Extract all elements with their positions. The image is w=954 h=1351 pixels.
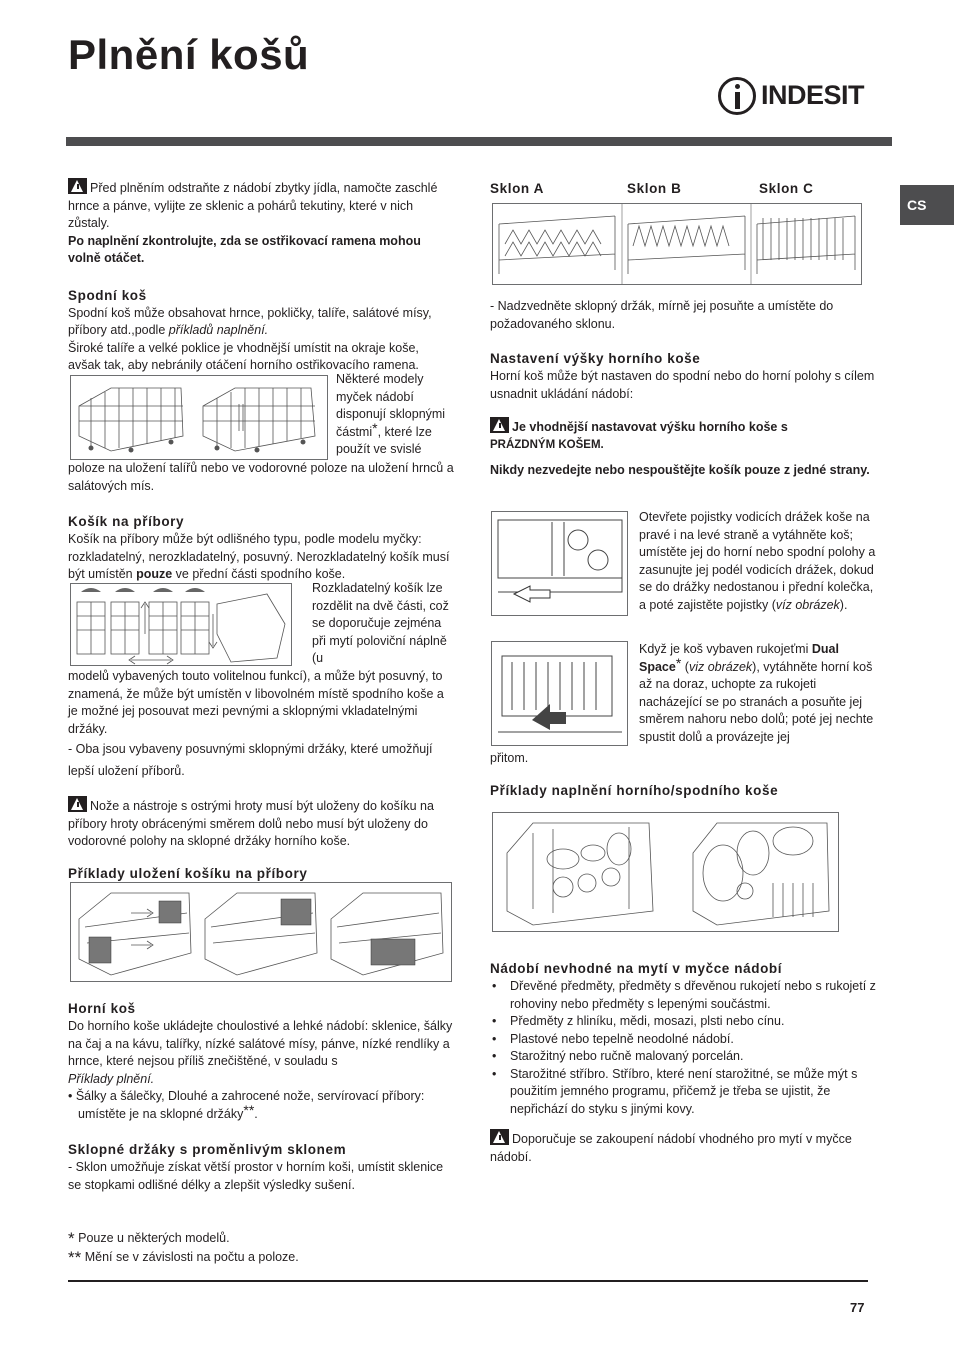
height-warning-caps: PRÁZDNÝM KOŠEM. xyxy=(490,438,604,451)
left-block-3 xyxy=(68,668,456,883)
rail-latch-text: Otevřete pojistky vodicích drážek koše na pravé i na levé straně a vytáhněte koš; umístěte jej do horní nebo spodní polohy a zasunujte jej podél vodicích drážek, dokud se do drážky nedostanou i přední kolečka, a poté zajistěte pojistky (víz obrázek). xyxy=(639,510,876,612)
lower-basket-side-text: Některé modely myček nádobí disponují sklopnými částmi*, které lze použít ve svislé xyxy=(336,372,446,456)
lower-basket-p2: Široké talíře a velké poklice je vhodnější umístit na okraje koše, avšak tak, aby nebránily otáčení horního ostřikovacího ramena. xyxy=(68,340,419,372)
cutlery-examples-heading: Příklady uložení košíku na příbory xyxy=(68,865,308,881)
racks-p1: - Sklon umožňuje získat větší prostor v horním koši, umístit sklenice se stopkami odlišné délky a zlepšit výsledky sušení. xyxy=(68,1160,444,1192)
racks-heading: Sklopné držáky s proměnlivým sklonem xyxy=(68,1142,347,1157)
list-item: • Plastové nebo tepelně neodolné nádobí. xyxy=(490,1031,876,1049)
page-title: Plnění košů xyxy=(68,31,310,78)
upper-basket-bullet: • Šálky a šálečky, Dlouhé a zahrocené nože, servírovací příbory: umístěte je na sklopné držáky**. xyxy=(68,1089,425,1121)
tilt-figure xyxy=(492,203,862,285)
left-block-4 xyxy=(68,1000,456,1194)
cutlery-examples-figure xyxy=(70,882,452,982)
footer-divider xyxy=(68,1280,868,1282)
unsuitable-list xyxy=(490,978,876,1118)
cutlery-p3: - Oba jsou vybaveny posuvnými sklopnými držáky, které umožňují lepší uložení příborů. xyxy=(68,742,433,778)
lower-basket-cont: poloze na uložení talířů nebo ve vodorovné poloze na uložení hrnců a salátových mís. xyxy=(68,461,454,493)
unsuitable-heading: Nádobí nevhodné na mytí v myčce nádobí xyxy=(490,961,783,976)
tilt-caption: - Nadzvedněte sklopný držák, mírně jej posuňte a umístěte do požadovaného sklonu. xyxy=(490,299,834,331)
height-heading: Nastavení výšky horního koše xyxy=(490,351,701,366)
dual-space-figure xyxy=(491,641,628,746)
footnote-2: ** Mění se v závislosti na počtu a poloze. xyxy=(68,1247,299,1267)
tilt-label-c: Sklon C xyxy=(759,181,814,196)
warning-icon xyxy=(490,1129,509,1145)
brand-name: INDESIT xyxy=(761,80,865,111)
cutlery-p1: Košík na příbory může být odlišného typu, podle modelu myčky: rozkladatelný, nerozkladatelný, posuvný. Nerozkladatelný košík musí být umístěn pouze ve přední části spodního koše. xyxy=(68,532,450,581)
info-i-icon xyxy=(718,77,756,115)
dual-space-cont: přitom. xyxy=(490,751,529,765)
right-block-3 xyxy=(490,960,876,1166)
warning-icon xyxy=(68,796,87,812)
height-never: Nikdy nezvedejte nebo nespouštějte košík pouze z jedné strany. xyxy=(490,463,870,477)
lower-basket-figure xyxy=(70,375,328,460)
right-block-2 xyxy=(490,750,876,800)
height-p1: Horní koš může být nastaven do spodní nebo do horní polohy s cílem usnadnit ukládání nádobí: xyxy=(490,369,875,401)
cutlery-basket-figure xyxy=(70,583,292,666)
tilt-label-a: Sklon A xyxy=(490,181,544,196)
unsuitable-warning: Doporučuje se zakoupení nádobí vhodného pro mytí v myčce nádobí. xyxy=(490,1129,876,1166)
intro-bold-note: Po naplnění zkontrolujte, zda se ostřikovací ramena mohou volně otáčet. xyxy=(68,233,421,265)
tilt-label-b: Sklon B xyxy=(627,181,682,196)
header-divider xyxy=(66,137,892,146)
upper-basket-p1-italic: Příklady plnění. xyxy=(68,1071,155,1086)
lower-basket-heading: Spodní koš xyxy=(68,287,147,303)
warning-icon xyxy=(68,178,87,194)
intro-warning: Před plněním odstraňte z nádobí zbytky jídla, namočte zaschlé hrnce a pánve, vylijte ze sklenic a pohárů tekutiny, které v nich zůstaly. xyxy=(68,178,454,233)
height-warning: Je vhodnější nastavovat výšku horního koše s xyxy=(490,417,876,437)
rail-latch-figure xyxy=(491,511,628,616)
cutlery-heading: Košík na příbory xyxy=(68,514,185,529)
brand-logo xyxy=(718,77,864,115)
footnote-1: * Pouze u některých modelů. xyxy=(68,1229,230,1248)
loading-examples-figure xyxy=(492,812,839,932)
list-item: • Předměty z hliníku, mědi, mosazi, plsti nebo cínu. xyxy=(490,1013,876,1031)
upper-basket-heading: Horní koš xyxy=(68,1001,136,1016)
right-block-1 xyxy=(490,298,876,480)
language-tab: CS xyxy=(900,185,954,225)
left-block-2 xyxy=(68,460,454,584)
upper-basket-p1: Do horního koše ukládejte choulostivé a lehké nádobí: sklenice, šálky na čaj a na kávu, talířky, nízké salátové mísy, pánve, nízké rendlíky a hrnce, které nejsou příliš znečištěné, v souladu s xyxy=(68,1019,453,1068)
dual-space-text: Když je koš vybaven rukojeťmi Dual Space* (viz obrázek), vytáhněte horní koš až na doraz, uchopte za rukojeti nacházející se po stranách a posuňte jej směrem nahoru nebo dolů; poté jej nechte spustit dolů a provázejte jej xyxy=(639,642,874,744)
examples-heading: Příklady naplnění horního/spodního koše xyxy=(490,782,779,798)
footnotes xyxy=(68,1230,456,1266)
tilt-labels xyxy=(490,180,870,200)
cutlery-cont: modelů vybavených touto volitelnou funkcí), a může být posuvný, to znamená, že může být umístěn v libovolném místě spodního koše a je možné jej posouvat mezi pevnými a sklopnými vkladatelnými držáky. xyxy=(68,669,444,736)
list-item: • Starožitné stříbro. Stříbro, které není starožitné, se může mýt s použitím jemného programu, přičemž je třeba se ujistit, že nepřichází do styku s jinými kovy. xyxy=(490,1066,876,1119)
warning-icon xyxy=(490,417,509,433)
page-number: 77 xyxy=(850,1300,865,1315)
list-item: • Starožitný nebo ručně malovaný porcelán. xyxy=(490,1048,876,1066)
lower-basket-p1: Spodní koš může obsahovat hrnce, pokličky, talíře, salátové mísy, příbory atd.,podle příkladů naplnění. xyxy=(68,305,432,337)
cutlery-side-text: Rozkladatelný košík lze rozdělit na dvě části, což se doporučuje zejména při mytí poloviční náplně (u xyxy=(312,581,449,665)
list-item: • Dřevěné předměty, předměty s dřevěnou rukojetí nebo s rukojetí z rohoviny nebo předměty s lepenými součástmi. xyxy=(490,978,876,1013)
cutlery-warning: Nože a nástroje s ostrými hroty musí být uloženy do košíku na příbory hroty obrácenými směrem dolů nebo musí být uloženy do vodorovné polohy na sklopné držáky horního koše. xyxy=(68,796,456,851)
left-column xyxy=(68,178,454,375)
